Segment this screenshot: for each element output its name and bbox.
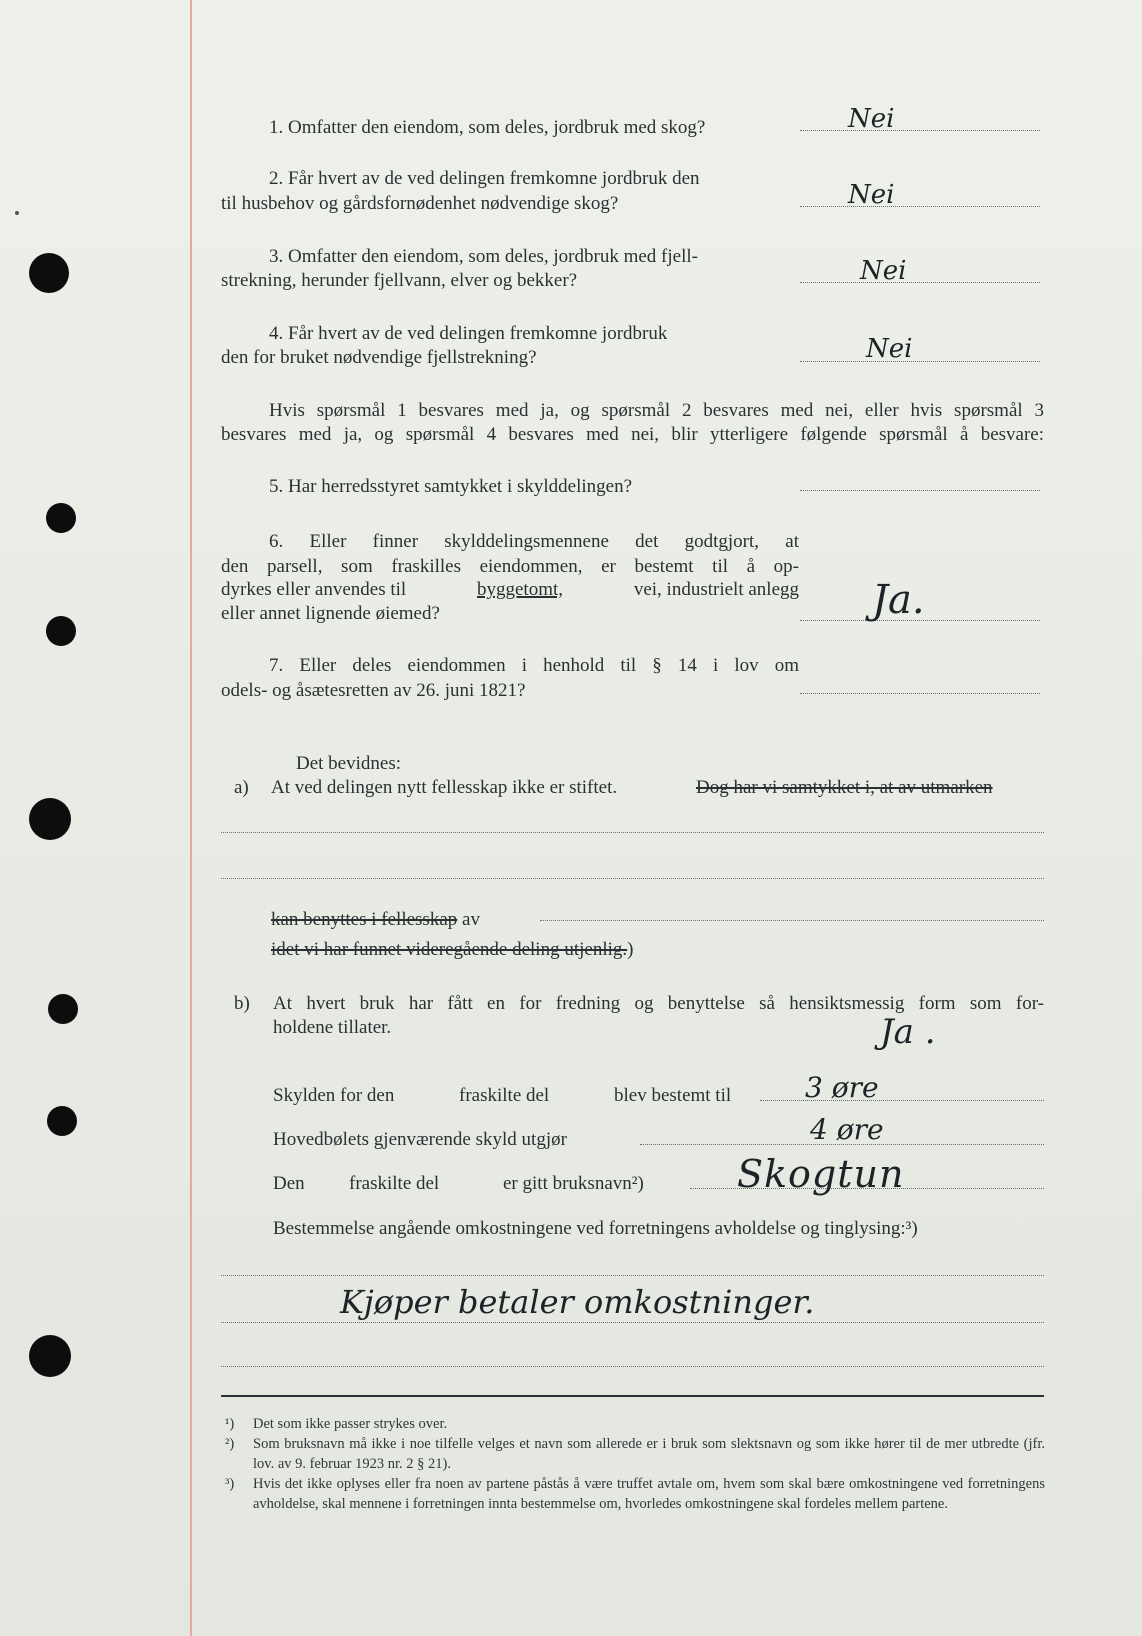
question-4-line-1: 4. Får hvert av de ved delingen fremkomne jordbruk: [269, 323, 668, 344]
costs-label: Bestemmelse angående omkostningene ved forretningens avholdelse og tinglysing:³): [273, 1218, 918, 1239]
answer-line: [800, 490, 1040, 491]
footnote-text: Som bruksnavn må ikke i noe tilfelle velges et navn som allerede er i bruk som slektsnavn og som ikke hører til de mer utbredte (jfr. lov. av 9. februar 1923 nr. 2 § 21).: [253, 1436, 1045, 1472]
footnote-text: Hvis det ikke oplyses eller fra noen av partene påstås å være truffet avtale om, hvem som skal bære omkostningene ved forretningens avholdelse, skal mennene i forretningen innta bestemmelse om, hvorledes omkostningene skal fordeles mellem partene.: [253, 1476, 1045, 1512]
skyld-row-3-a: Den: [273, 1173, 305, 1194]
intro-line-1: Hvis spørsmål 1 besvares med ja, og spørsmål 2 besvares med nei, eller hvis spørsmål 3: [269, 400, 1044, 421]
answer-line: [800, 206, 1040, 207]
answer-q4: Nei: [866, 334, 913, 364]
item-a-text: At ved delingen nytt fellesskap ikke er stiftet.: [271, 777, 618, 798]
struck-common-use: kan benyttes i fellesskap: [271, 909, 458, 930]
answer-line: [800, 282, 1040, 283]
item-b-line-1: At hvert bruk har fått en for fredning og benyttelse så hensiktsmessig form som for-: [273, 993, 1044, 1014]
footnote-1: [225, 1414, 1045, 1434]
question-4-line-2: den for bruket nødvendige fjellstrekning?: [221, 347, 537, 368]
skyld-row-2: Hovedbølets gjenværende skyld utgjør: [273, 1129, 567, 1150]
blank-line: [221, 1366, 1044, 1367]
question-5: 5. Har herredsstyret samtykket i skylddelingen?: [269, 476, 633, 497]
item-b-label: b): [234, 993, 250, 1014]
struck-line-2: [271, 938, 633, 962]
bruksnavn-value: Skogtun: [737, 1152, 905, 1196]
blank-line: [221, 1275, 1044, 1276]
question-6-line-3-end: vei, industrielt anlegg: [633, 579, 799, 600]
struck-line-1-tail: av: [462, 909, 480, 930]
costs-value: Kjøper betaler omkostninger.: [340, 1283, 815, 1321]
binder-hole: [29, 253, 69, 293]
blank-line: [221, 878, 1044, 879]
skyld-row-1-a: Skylden for den: [273, 1085, 395, 1106]
question-2-line-1: 2. Får hvert av de ved delingen fremkomne jordbruk den: [269, 168, 700, 189]
skyld-row-1-b: fraskilte del: [459, 1085, 550, 1106]
intro-line-2: besvares med ja, og spørsmål 4 besvares med nei, blir ytterligere følgende spørsmål å besvare:: [221, 424, 1044, 445]
binder-hole: [46, 616, 76, 646]
footnote-text: Det som ikke passer strykes over.: [253, 1416, 448, 1432]
question-7-line-1: 7. Eller deles eiendommen i henhold til § 14 i lov om: [269, 655, 799, 676]
binder-hole: [29, 798, 71, 840]
question-6-line-2: den parsell, som fraskilles eiendommen, er bestemt til å op-: [221, 556, 799, 577]
question-6-line-4: eller annet lignende øiemed?: [221, 603, 440, 624]
blank-line: [221, 1322, 1044, 1323]
answer-q3: Nei: [860, 256, 907, 286]
skyld-row-3-c: er gitt bruksnavn²): [503, 1173, 644, 1194]
footnote-mark: ¹): [225, 1416, 235, 1432]
struck-further-division: idet vi har funnet videregående deling utjenlig.: [271, 939, 628, 960]
item-a-label: a): [234, 777, 249, 798]
struck-line-1: [271, 908, 480, 932]
footnote-mark: ³): [225, 1476, 235, 1492]
margin-line: [190, 0, 192, 1636]
skyld-value: 3 øre: [805, 1071, 879, 1104]
footnote-2: [225, 1434, 1045, 1474]
item-a-struck: Dog har vi samtykket i, at av utmarken: [696, 777, 993, 798]
footnote-rule: [221, 1395, 1044, 1397]
speck: [15, 211, 19, 215]
question-7-line-2: odels- og åsætesretten av 26. juni 1821?: [221, 680, 526, 701]
question-3-line-2: strekning, herunder fjellvann, elver og bekker?: [221, 270, 578, 291]
answer-b: Ja .: [880, 1012, 936, 1052]
underlined-byggetomt: byggetomt,: [477, 579, 564, 600]
struck-line-2-tail: ): [627, 939, 634, 960]
question-3-line-1: 3. Omfatter den eiendom, som deles, jordbruk med fjell-: [269, 246, 698, 267]
answer-q1: Nei: [848, 104, 895, 134]
footnote-3: [225, 1474, 1045, 1514]
binder-hole: [47, 1106, 77, 1136]
item-b-line-2: holdene tillater.: [273, 1017, 392, 1038]
question-1: 1. Omfatter den eiendom, som deles, jordbruk med skog?: [269, 117, 706, 138]
answer-line: [760, 1100, 1044, 1101]
question-2-line-2: til husbehov og gårdsfornødenhet nødvendige skog?: [221, 193, 619, 214]
answer-q6: Ja.: [872, 577, 925, 623]
answer-q2: Nei: [848, 180, 895, 210]
answer-line: [800, 361, 1040, 362]
answer-line: [800, 693, 1040, 694]
binder-hole: [48, 994, 78, 1024]
skyld-row-3-b: fraskilte del: [349, 1173, 440, 1194]
remaining-skyld-value: 4 øre: [810, 1113, 884, 1146]
question-6-line-3: [221, 578, 799, 602]
question-6-line-1: 6. Eller finner skylddelingsmennene det godtgjort, at: [269, 531, 799, 552]
blank-line: [221, 832, 1044, 833]
answer-line: [800, 130, 1040, 131]
blank-line: [540, 920, 1044, 921]
binder-hole: [46, 503, 76, 533]
question-6-line-3-start: dyrkes eller anvendes til: [221, 579, 407, 600]
footnotes: [225, 1414, 1045, 1514]
footnote-mark: ²): [225, 1436, 235, 1452]
certification-heading: Det bevidnes:: [296, 753, 402, 774]
skyld-row-1-c: blev bestemt til: [614, 1085, 732, 1106]
binder-hole: [29, 1335, 71, 1377]
